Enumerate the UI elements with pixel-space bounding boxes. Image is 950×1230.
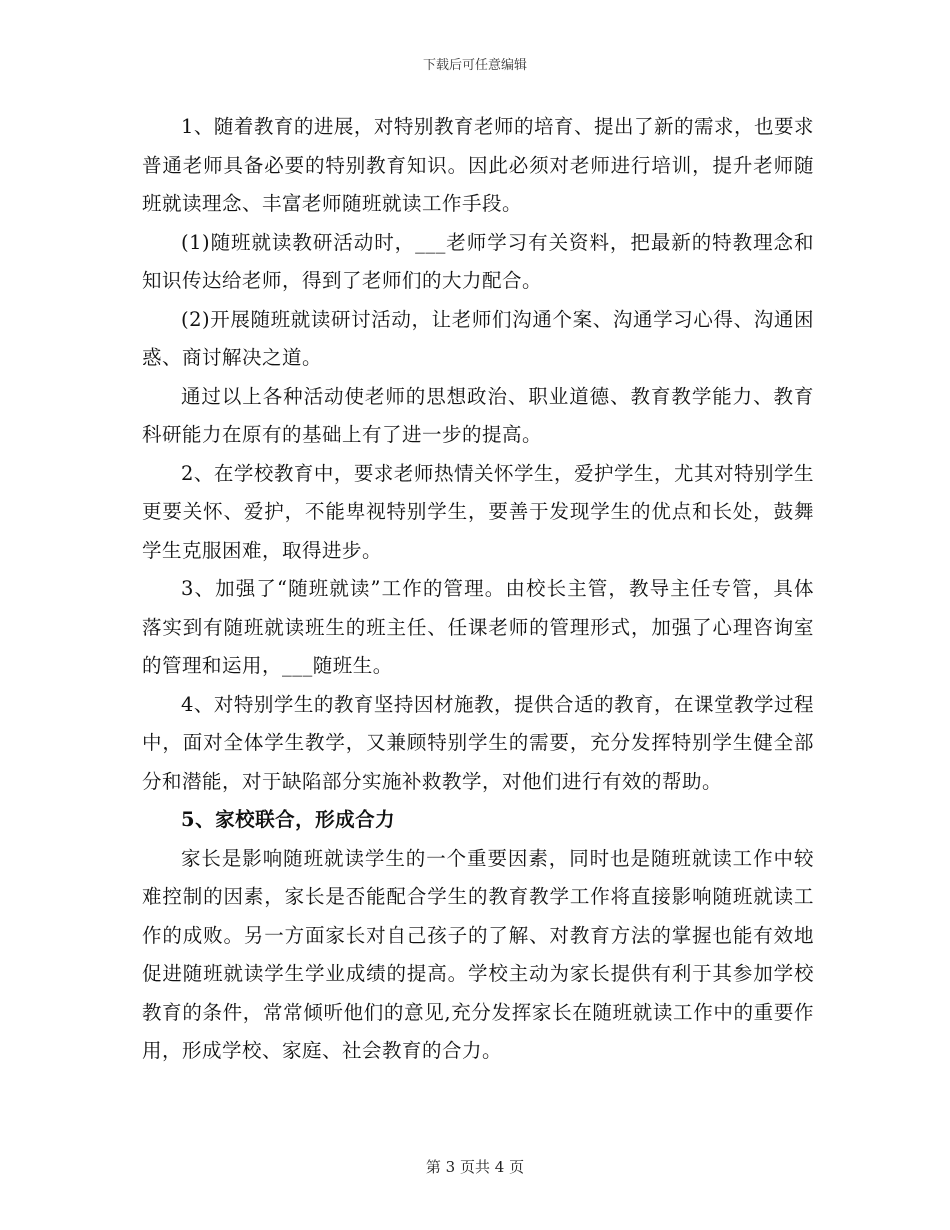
paragraph-4: 通过以上各种活动使老师的思想政治、职业道德、教育教学能力、教育科研能力在原有的基础上有了进一步的提高。 [142, 384, 814, 446]
section-heading: 5、家校联合，形成合力 [181, 808, 396, 831]
document-body [142, 108, 814, 1071]
paragraph-6: 3、加强了“随班就读”工作的管理。由校长主管，教导主任专管，具体落实到有随班就读班生的班主任、任课老师的管理形式，加强了心理咨询室的管理和运用，___随班生。 [142, 577, 814, 677]
page-footer: 第 3 页共 4 页 [425, 1158, 525, 1176]
paragraph-1: 1、随着教育的进展，对特别教育老师的培育、提出了新的需求，也要求普通老师具备必要的特别教育知识。因此必须对老师进行培训，提升老师随班就读理念、丰富老师随班就读工作手段。 [142, 115, 814, 215]
paragraph-7: 4、对特别学生的教育坚持因材施教，提供合适的教育，在课堂教学过程中，面对全体学生教学，又兼顾特别学生的需要，充分发挥特别学生健全部分和潜能，对于缺陷部分实施补救教学，对他们进行有效的帮助。 [142, 692, 814, 793]
paragraph-3: (2)开展随班就读研讨活动，让老师们沟通个案、沟通学习心得、沟通困惑、商讨解决之道。 [142, 307, 814, 369]
page-header: 下载后可任意编辑 [422, 58, 527, 73]
paragraph-2: (1)随班就读教研活动时，___老师学习有关资料，把最新的特教理念和知识传达给老师，得到了老师们的大力配合。 [142, 230, 814, 292]
paragraph-5: 2、在学校教育中，要求老师热情关怀学生，爱护学生，尤其对特别学生更要关怀、爱护，不能卑视特别学生，要善于发现学生的优点和长处，鼓舞学生克服困难，取得进步。 [142, 461, 814, 562]
paragraph-8: 家长是影响随班就读学生的一个重要因素，同时也是随班就读工作中较难控制的因素，家长是否能配合学生的教育教学工作将直接影响随班就读工作的成败。另一方面家长对自己孩子的了解、对教育方法的掌握也能有效地促进随班就读学生学业成绩的提高。学校主动为家长提供有利于其参加学校教育的条件，常常倾听他们的意见,充分发挥家长在随班就读工作中的重要作用，形成学校、家庭、社会教育的合力。 [142, 846, 814, 1062]
